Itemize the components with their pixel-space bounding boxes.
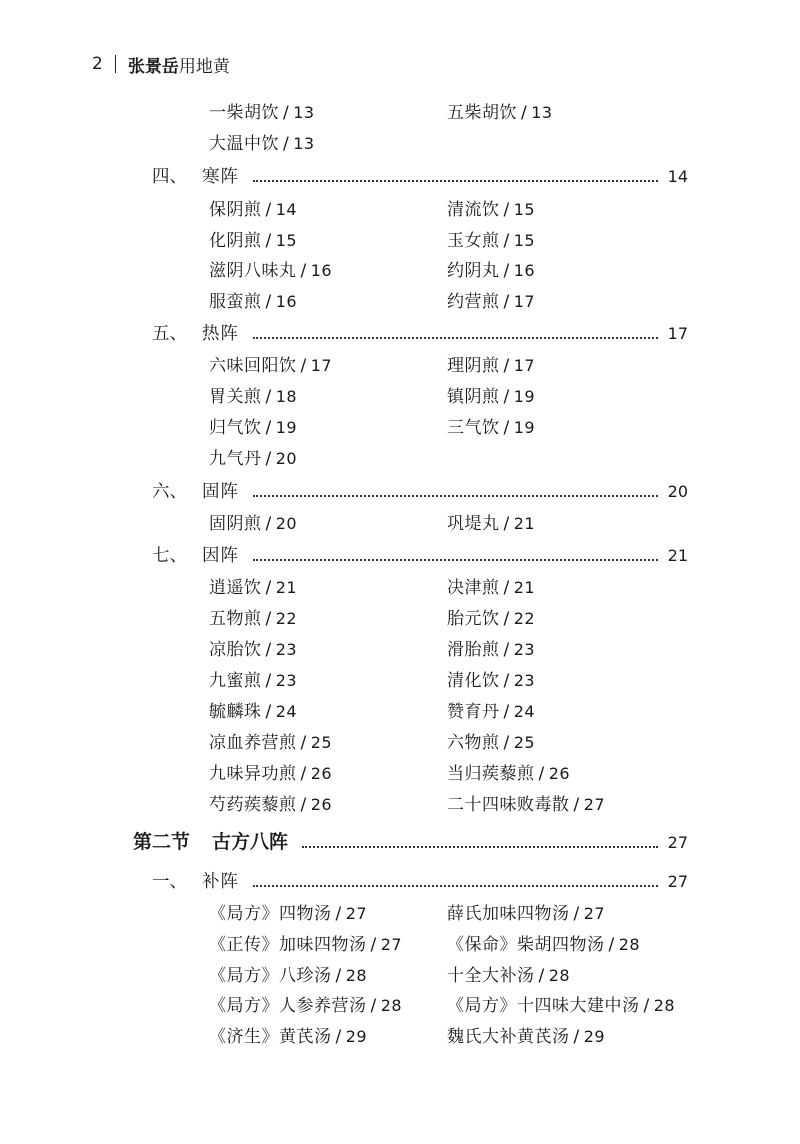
toc-entry[interactable] — [447, 759, 570, 784]
entry-title: 二十四味败毒散 — [447, 795, 570, 815]
entry-title: 芍药蒺藜煎 — [209, 795, 297, 815]
entry-title: 一柴胡饮 — [209, 103, 279, 123]
toc-section-heading[interactable] — [133, 827, 688, 854]
toc-entry[interactable] — [209, 991, 402, 1016]
toc-group-heading[interactable] — [152, 542, 688, 567]
entry-page: 15 — [275, 231, 298, 250]
entry-title: 《局方》八珍汤 — [209, 966, 332, 986]
toc-entry[interactable] — [447, 666, 535, 691]
toc-entry[interactable] — [447, 382, 535, 407]
toc-entry[interactable] — [447, 413, 535, 438]
toc-entry[interactable] — [447, 226, 535, 251]
entry-page: 18 — [275, 387, 298, 406]
entry-title: 镇阴煎 — [447, 387, 500, 407]
entry-page: 27 — [380, 935, 403, 954]
entry-title: 五柴胡饮 — [447, 103, 517, 123]
entry-title: 薛氏加味四物汤 — [447, 904, 570, 924]
entry-page: 29 — [345, 1027, 368, 1046]
entry-title: 化阴煎 — [209, 231, 262, 251]
group-title: 因阵 — [202, 546, 239, 566]
toc-entry[interactable] — [447, 899, 605, 924]
entry-page: 23 — [513, 640, 536, 659]
entry-separator: / — [503, 200, 510, 220]
leader-dots — [253, 494, 658, 497]
group-page: 20 — [667, 482, 688, 501]
entry-page: 23 — [275, 640, 298, 659]
entry-separator: / — [370, 996, 377, 1016]
entry-page: 28 — [380, 996, 403, 1015]
toc-entry[interactable] — [447, 697, 535, 722]
toc-entry[interactable] — [209, 351, 332, 376]
entry-page: 19 — [275, 418, 298, 437]
entry-separator: / — [503, 671, 510, 691]
entry-page: 22 — [513, 609, 536, 628]
toc-entry[interactable] — [447, 930, 640, 955]
entry-separator: / — [335, 904, 342, 924]
leader-dots — [253, 179, 658, 182]
group-page: 27 — [667, 872, 688, 891]
toc-entry[interactable] — [447, 195, 535, 220]
entry-page: 25 — [310, 733, 333, 752]
entry-page: 17 — [513, 356, 536, 375]
toc-entry[interactable] — [447, 991, 675, 1016]
entry-title: 凉胎饮 — [209, 640, 262, 660]
entry-title: 清化饮 — [447, 671, 500, 691]
entry-page: 16 — [275, 292, 298, 311]
entry-separator: / — [503, 578, 510, 598]
toc-entry[interactable] — [209, 728, 332, 753]
entry-title: 凉血养营煎 — [209, 733, 297, 753]
entry-separator: / — [265, 514, 272, 534]
page-number: 2 — [92, 54, 103, 74]
toc-entry[interactable] — [209, 382, 297, 407]
toc-entry[interactable] — [447, 98, 553, 123]
entry-separator: / — [265, 702, 272, 722]
group-number: 四、 — [152, 167, 187, 187]
entry-separator: / — [283, 103, 290, 123]
entry-page: 21 — [275, 578, 298, 597]
entry-separator: / — [503, 231, 510, 251]
toc-entry[interactable] — [209, 444, 297, 469]
entry-title: 魏氏大补黄芪汤 — [447, 1027, 570, 1047]
group-title: 热阵 — [202, 324, 239, 344]
entry-separator: / — [265, 292, 272, 312]
entry-title: 胃关煎 — [209, 387, 262, 407]
entry-page: 21 — [513, 578, 536, 597]
entry-page: 19 — [513, 418, 536, 437]
toc-entry[interactable] — [447, 351, 535, 376]
entry-page: 28 — [548, 966, 571, 985]
entry-separator: / — [538, 966, 545, 986]
entry-title: 约阴丸 — [447, 261, 500, 281]
entry-page: 16 — [310, 261, 333, 280]
entry-separator: / — [265, 449, 272, 469]
toc-entry[interactable] — [447, 961, 570, 986]
entry-page: 14 — [275, 200, 298, 219]
toc-entry[interactable] — [209, 666, 297, 691]
entry-page: 15 — [513, 231, 536, 250]
entry-title: 服蛮煎 — [209, 292, 262, 312]
entry-title: 胎元饮 — [447, 609, 500, 629]
toc-entry[interactable] — [209, 759, 332, 784]
entry-title: 五物煎 — [209, 609, 262, 629]
section-page: 27 — [667, 833, 688, 852]
entry-page: 29 — [583, 1027, 606, 1046]
entry-separator: / — [283, 134, 290, 154]
entry-title: 《局方》十四味大建中汤 — [447, 996, 640, 1016]
entry-page: 13 — [293, 103, 315, 122]
entry-separator: / — [503, 514, 510, 534]
entry-title: 《局方》人参养营汤 — [209, 996, 367, 1016]
toc-entry[interactable] — [209, 604, 297, 629]
entry-separator: / — [503, 640, 510, 660]
toc-entry[interactable] — [447, 256, 535, 281]
entry-page: 28 — [653, 996, 676, 1015]
entry-separator: / — [265, 609, 272, 629]
header-divider — [115, 55, 116, 73]
entry-separator: / — [573, 904, 580, 924]
entry-title: 理阴煎 — [447, 356, 500, 376]
entry-title: 当归蒺藜煎 — [447, 764, 535, 784]
entry-separator: / — [503, 609, 510, 629]
section-title: 古方八阵 — [212, 831, 289, 853]
leader-dots — [253, 558, 658, 561]
leader-dots — [253, 884, 658, 887]
entry-page: 23 — [513, 671, 536, 690]
entry-title: 滑胎煎 — [447, 640, 500, 660]
entry-page: 20 — [275, 514, 298, 533]
entry-page: 22 — [275, 609, 298, 628]
toc-group-heading[interactable] — [152, 163, 688, 188]
toc-entry[interactable] — [209, 790, 332, 815]
group-number: 六、 — [152, 482, 187, 502]
book-title-author: 张景岳 — [127, 56, 179, 77]
group-number: 一、 — [152, 872, 187, 892]
entry-separator: / — [370, 935, 377, 955]
entry-separator: / — [265, 418, 272, 438]
group-number: 七、 — [152, 546, 187, 566]
entry-separator: / — [643, 996, 650, 1016]
entry-title: 大温中饮 — [209, 134, 279, 154]
toc-entry[interactable] — [209, 899, 367, 924]
toc-entry[interactable] — [209, 98, 315, 123]
toc-entry[interactable] — [209, 697, 297, 722]
entry-separator: / — [265, 578, 272, 598]
toc-entry[interactable] — [209, 195, 297, 220]
entry-separator: / — [503, 387, 510, 407]
group-title: 固阵 — [202, 482, 239, 502]
toc-entry[interactable] — [209, 930, 402, 955]
toc-entry[interactable] — [447, 728, 535, 753]
toc-entry[interactable] — [447, 635, 535, 660]
entry-title: 三气饮 — [447, 418, 500, 438]
entry-page: 17 — [513, 292, 536, 311]
entry-title: 九气丹 — [209, 449, 262, 469]
entry-separator: / — [265, 200, 272, 220]
entry-title: 清流饮 — [447, 200, 500, 220]
entry-title: 九蜜煎 — [209, 671, 262, 691]
entry-title: 固阴煎 — [209, 514, 262, 534]
entry-page: 24 — [513, 702, 536, 721]
book-title — [128, 52, 230, 77]
section-label — [133, 827, 288, 854]
toc-entry[interactable] — [447, 1022, 605, 1047]
entry-separator: / — [521, 103, 528, 123]
entry-page: 24 — [275, 702, 298, 721]
entry-title: 《济生》黄芪汤 — [209, 1027, 332, 1047]
group-title: 补阵 — [202, 872, 239, 892]
entry-title: 《局方》四物汤 — [209, 904, 332, 924]
entry-page: 19 — [513, 387, 536, 406]
leader-dots — [253, 336, 658, 339]
leader-dots — [302, 845, 658, 848]
toc-entry[interactable] — [209, 226, 297, 251]
group-number: 五、 — [152, 324, 187, 344]
group-page: 17 — [667, 324, 688, 343]
entry-separator: / — [300, 356, 307, 376]
entry-title: 十全大补汤 — [447, 966, 535, 986]
entry-separator: / — [335, 966, 342, 986]
entry-separator: / — [503, 702, 510, 722]
toc-group-heading[interactable] — [152, 320, 688, 345]
entry-separator: / — [300, 733, 307, 753]
toc-entry[interactable] — [447, 287, 535, 312]
toc-entry[interactable] — [447, 573, 535, 598]
toc-entry[interactable] — [209, 509, 297, 534]
entry-separator: / — [265, 671, 272, 691]
entry-title: 赞育丹 — [447, 702, 500, 722]
section-number: 第二节 — [133, 831, 191, 853]
entry-page: 23 — [275, 671, 298, 690]
entry-title: 归气饮 — [209, 418, 262, 438]
toc-entry[interactable] — [209, 635, 297, 660]
entry-separator: / — [538, 764, 545, 784]
entry-separator: / — [503, 356, 510, 376]
toc-group-heading[interactable] — [152, 478, 688, 503]
entry-separator: / — [300, 795, 307, 815]
entry-separator: / — [503, 292, 510, 312]
entry-page: 13 — [293, 134, 315, 153]
group-page: 21 — [667, 546, 688, 565]
entry-page: 25 — [513, 733, 536, 752]
entry-title: 巩堤丸 — [447, 514, 500, 534]
entry-page: 13 — [531, 103, 553, 122]
toc-entry[interactable] — [209, 287, 297, 312]
entry-separator: / — [335, 1027, 342, 1047]
entry-title: 《保命》柴胡四物汤 — [447, 935, 605, 955]
toc-entry[interactable] — [447, 509, 535, 534]
toc-entry[interactable] — [447, 790, 605, 815]
entry-page: 20 — [275, 449, 298, 468]
toc-entry[interactable] — [209, 1022, 367, 1047]
entry-separator: / — [265, 640, 272, 660]
entry-title: 逍遥饮 — [209, 578, 262, 598]
entry-title: 毓麟珠 — [209, 702, 262, 722]
entry-title: 约营煎 — [447, 292, 500, 312]
entry-separator: / — [503, 733, 510, 753]
entry-title: 《正传》加味四物汤 — [209, 935, 367, 955]
entry-page: 27 — [345, 904, 368, 923]
entry-title: 决津煎 — [447, 578, 500, 598]
toc-entry[interactable] — [209, 961, 367, 986]
group-page: 14 — [667, 167, 688, 186]
entry-page: 26 — [548, 764, 571, 783]
entry-title: 玉女煎 — [447, 231, 500, 251]
entry-title: 六味回阳饮 — [209, 356, 297, 376]
entry-page: 27 — [583, 795, 606, 814]
toc-entry[interactable] — [209, 573, 297, 598]
entry-page: 16 — [513, 261, 536, 280]
entry-page: 28 — [345, 966, 368, 985]
entry-title: 九味异功煎 — [209, 764, 297, 784]
entry-page: 26 — [310, 795, 333, 814]
entry-page: 15 — [513, 200, 536, 219]
entry-title: 保阴煎 — [209, 200, 262, 220]
entry-page: 21 — [513, 514, 536, 533]
entry-title: 六物煎 — [447, 733, 500, 753]
entry-title: 滋阴八味丸 — [209, 261, 297, 281]
entry-page: 27 — [583, 904, 606, 923]
entry-separator: / — [300, 764, 307, 784]
entry-separator: / — [503, 261, 510, 281]
entry-separator: / — [573, 1027, 580, 1047]
entry-page: 17 — [310, 356, 333, 375]
entry-separator: / — [503, 418, 510, 438]
entry-page: 28 — [618, 935, 641, 954]
entry-separator: / — [265, 387, 272, 407]
book-title-subject: 用地黄 — [178, 56, 230, 77]
running-header — [92, 52, 230, 76]
group-title: 寒阵 — [202, 167, 239, 187]
entry-separator: / — [608, 935, 615, 955]
entry-separator: / — [300, 261, 307, 281]
toc-group-heading[interactable] — [152, 868, 688, 893]
toc-entry[interactable] — [209, 256, 332, 281]
toc-entry[interactable] — [447, 604, 535, 629]
toc-entry[interactable] — [209, 129, 315, 154]
entry-page: 26 — [310, 764, 333, 783]
entry-separator: / — [573, 795, 580, 815]
entry-separator: / — [265, 231, 272, 251]
toc-entry[interactable] — [209, 413, 297, 438]
